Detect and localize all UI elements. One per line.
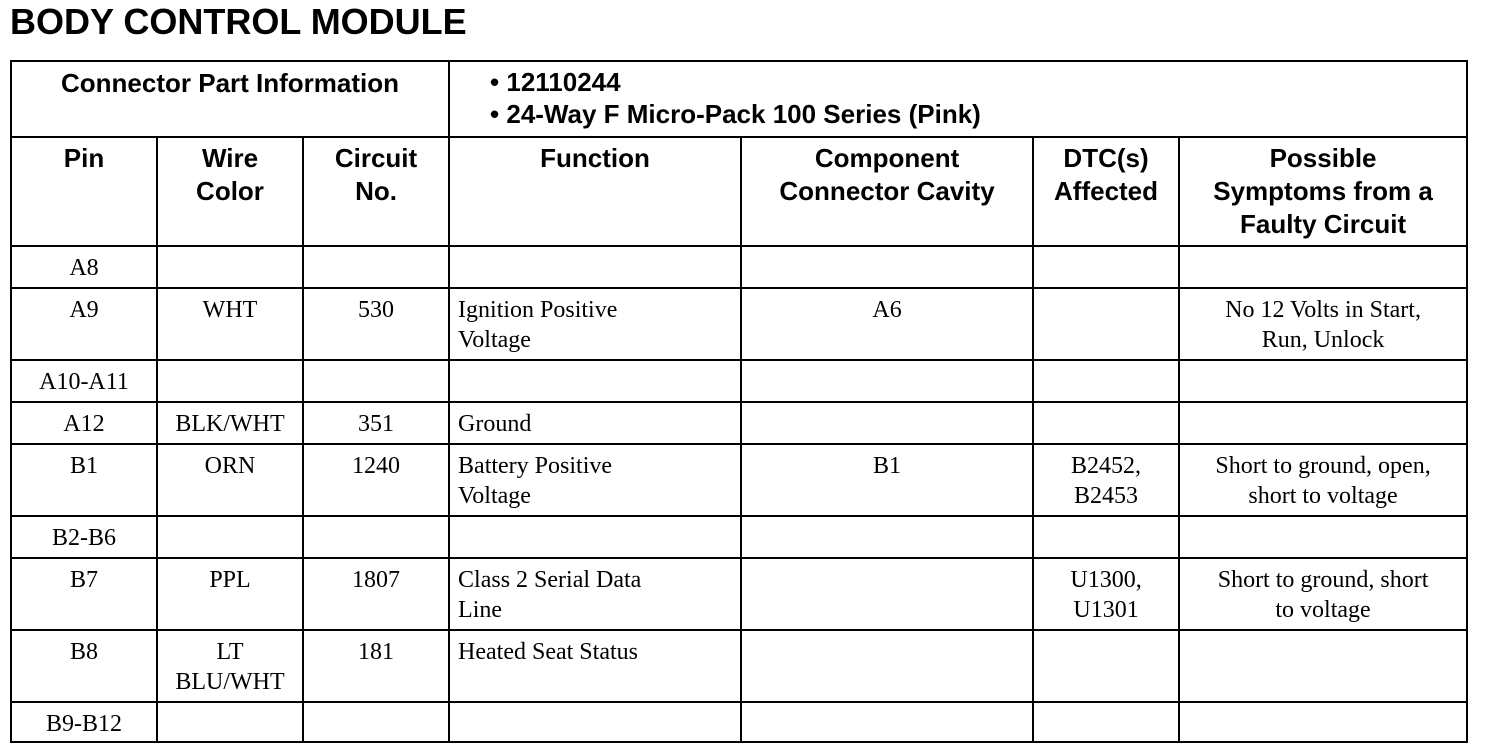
cell-line <box>458 523 740 553</box>
wire-color-cell <box>157 558 303 630</box>
cell-line: No 12 Volts in Start, <box>1225 297 1421 323</box>
connector-part-info-label: Connector Part Information <box>11 61 449 137</box>
dtc-cell <box>1033 630 1179 702</box>
cell-line: LT <box>216 639 244 665</box>
cell-line <box>158 367 302 397</box>
wire-color-cell <box>157 516 303 558</box>
cell-line <box>1184 637 1462 667</box>
table-row <box>11 360 1467 402</box>
circuit-cell: 1240 <box>303 444 449 516</box>
cell-line: ORN <box>204 453 256 479</box>
cell-line: Class 2 Serial Data <box>458 567 642 593</box>
cell-line <box>1184 367 1462 397</box>
cavity-cell <box>741 702 1033 742</box>
symptoms-cell <box>1179 516 1467 558</box>
cell-line <box>1184 409 1462 439</box>
wire-color-cell <box>157 444 303 516</box>
cell-line: Short to ground, open, <box>1215 453 1431 479</box>
table-row <box>11 558 1467 630</box>
cell-line <box>1184 523 1462 553</box>
header-dtc-affected <box>1033 137 1179 246</box>
cell-line: U1301 <box>1073 597 1139 623</box>
cell-line <box>1034 709 1178 739</box>
cell-line <box>1034 637 1178 667</box>
cell-line: B2453 <box>1074 483 1139 509</box>
dtc-cell <box>1033 246 1179 288</box>
cell-line: Wire <box>201 143 259 173</box>
function-cell <box>449 702 741 742</box>
cell-line: Heated Seat Status <box>458 639 638 665</box>
symptoms-cell <box>1179 360 1467 402</box>
table-row <box>11 516 1467 558</box>
wire-color-cell <box>157 360 303 402</box>
pin-cell: B9-B12 <box>11 702 157 742</box>
header-circuit-no <box>303 137 449 246</box>
cell-line: Battery Positive <box>458 453 613 479</box>
function-cell <box>449 360 741 402</box>
circuit-cell: 530 <box>303 288 449 360</box>
wire-color-cell <box>157 246 303 288</box>
cavity-cell <box>741 246 1033 288</box>
table-row <box>11 702 1467 742</box>
cell-line: Voltage <box>458 327 531 353</box>
cell-line: Color <box>196 176 264 206</box>
dtc-cell <box>1033 288 1179 360</box>
circuit-cell: 1807 <box>303 558 449 630</box>
cavity-cell <box>741 402 1033 444</box>
cell-line <box>1034 295 1178 325</box>
header-component-connector-cavity <box>741 137 1033 246</box>
connector-part-number: • 12110244 <box>490 67 621 97</box>
header-row <box>11 137 1467 246</box>
cell-line <box>1034 523 1178 553</box>
wire-color-cell <box>157 288 303 360</box>
cell-line: Possible <box>1269 143 1377 173</box>
function-cell <box>449 444 741 516</box>
cell-line: Function <box>540 143 650 173</box>
header-possible-symptoms <box>1179 137 1467 246</box>
function-cell <box>449 558 741 630</box>
cell-line: Component <box>814 143 960 173</box>
cell-line: BLK/WHT <box>175 411 285 437</box>
cavity-cell <box>741 516 1033 558</box>
cell-line <box>158 253 302 283</box>
wire-color-cell <box>157 702 303 742</box>
cell-line <box>1034 253 1178 283</box>
pin-cell: B8 <box>11 630 157 702</box>
cell-line: Symptoms from a <box>1213 176 1433 206</box>
table-row <box>11 288 1467 360</box>
cell-line <box>1184 709 1462 739</box>
cell-line <box>1184 253 1462 283</box>
dtc-cell <box>1033 402 1179 444</box>
cell-line: to voltage <box>1275 597 1371 623</box>
cell-line: Run, Unlock <box>1261 327 1385 353</box>
cell-line: Affected <box>1054 176 1159 206</box>
connector-part-info-value <box>449 61 1467 137</box>
cell-line <box>158 523 302 553</box>
header-pin <box>11 137 157 246</box>
cavity-cell <box>741 360 1033 402</box>
dtc-cell <box>1033 558 1179 630</box>
cell-line: DTC(s) <box>1063 143 1149 173</box>
function-cell <box>449 516 741 558</box>
connector-info-row <box>11 61 1467 137</box>
table-row <box>11 246 1467 288</box>
cell-line: short to voltage <box>1248 483 1398 509</box>
circuit-cell: 181 <box>303 630 449 702</box>
cell-line: Pin <box>63 143 105 173</box>
cell-line: U1300, <box>1070 567 1142 593</box>
function-cell <box>449 630 741 702</box>
pin-cell: A10-A11 <box>11 360 157 402</box>
wire-color-cell <box>157 630 303 702</box>
function-cell <box>449 246 741 288</box>
table-row <box>11 630 1467 702</box>
cell-line: BLU/WHT <box>175 669 285 695</box>
symptoms-cell <box>1179 288 1467 360</box>
circuit-cell <box>303 702 449 742</box>
cavity-cell <box>741 558 1033 630</box>
circuit-cell <box>303 246 449 288</box>
connector-table <box>10 60 1468 743</box>
function-cell <box>449 288 741 360</box>
pin-cell: A9 <box>11 288 157 360</box>
dtc-cell <box>1033 444 1179 516</box>
cell-line <box>1034 409 1178 439</box>
header-wire-color <box>157 137 303 246</box>
cell-line: No. <box>355 176 397 206</box>
pin-cell: B1 <box>11 444 157 516</box>
dtc-cell <box>1033 516 1179 558</box>
table-row <box>11 402 1467 444</box>
header-function <box>449 137 741 246</box>
symptoms-cell <box>1179 246 1467 288</box>
cell-line: Line <box>458 597 503 623</box>
cell-line: Connector Cavity <box>779 176 995 206</box>
dtc-cell <box>1033 360 1179 402</box>
cavity-cell: A6 <box>741 288 1033 360</box>
symptoms-cell <box>1179 702 1467 742</box>
pin-cell: A8 <box>11 246 157 288</box>
circuit-cell <box>303 516 449 558</box>
symptoms-cell <box>1179 558 1467 630</box>
cell-line: Circuit <box>334 143 418 173</box>
function-cell <box>449 402 741 444</box>
symptoms-cell <box>1179 630 1467 702</box>
pin-cell: B7 <box>11 558 157 630</box>
cell-line: PPL <box>209 567 251 593</box>
cell-line: Short to ground, short <box>1217 567 1429 593</box>
pin-cell: A12 <box>11 402 157 444</box>
symptoms-cell <box>1179 444 1467 516</box>
cavity-cell: B1 <box>741 444 1033 516</box>
wire-color-cell <box>157 402 303 444</box>
cell-line <box>158 709 302 739</box>
cell-line: Voltage <box>458 483 531 509</box>
cell-line <box>458 709 740 739</box>
connector-description: • 24-Way F Micro-Pack 100 Series (Pink) <box>490 99 981 129</box>
circuit-cell <box>303 360 449 402</box>
pin-cell: B2-B6 <box>11 516 157 558</box>
circuit-cell: 351 <box>303 402 449 444</box>
cell-line: WHT <box>202 297 258 323</box>
cell-line <box>1034 367 1178 397</box>
dtc-cell <box>1033 702 1179 742</box>
table-row <box>11 444 1467 516</box>
cell-line <box>458 367 740 397</box>
cavity-cell <box>741 630 1033 702</box>
symptoms-cell <box>1179 402 1467 444</box>
page-title: BODY CONTROL MODULE <box>10 1 467 42</box>
cell-line: Ignition Positive <box>458 297 618 323</box>
cell-line: Faulty Circuit <box>1239 209 1407 239</box>
cell-line: Ground <box>458 411 532 437</box>
cell-line <box>458 253 740 283</box>
cell-line: B2452, <box>1071 453 1142 479</box>
